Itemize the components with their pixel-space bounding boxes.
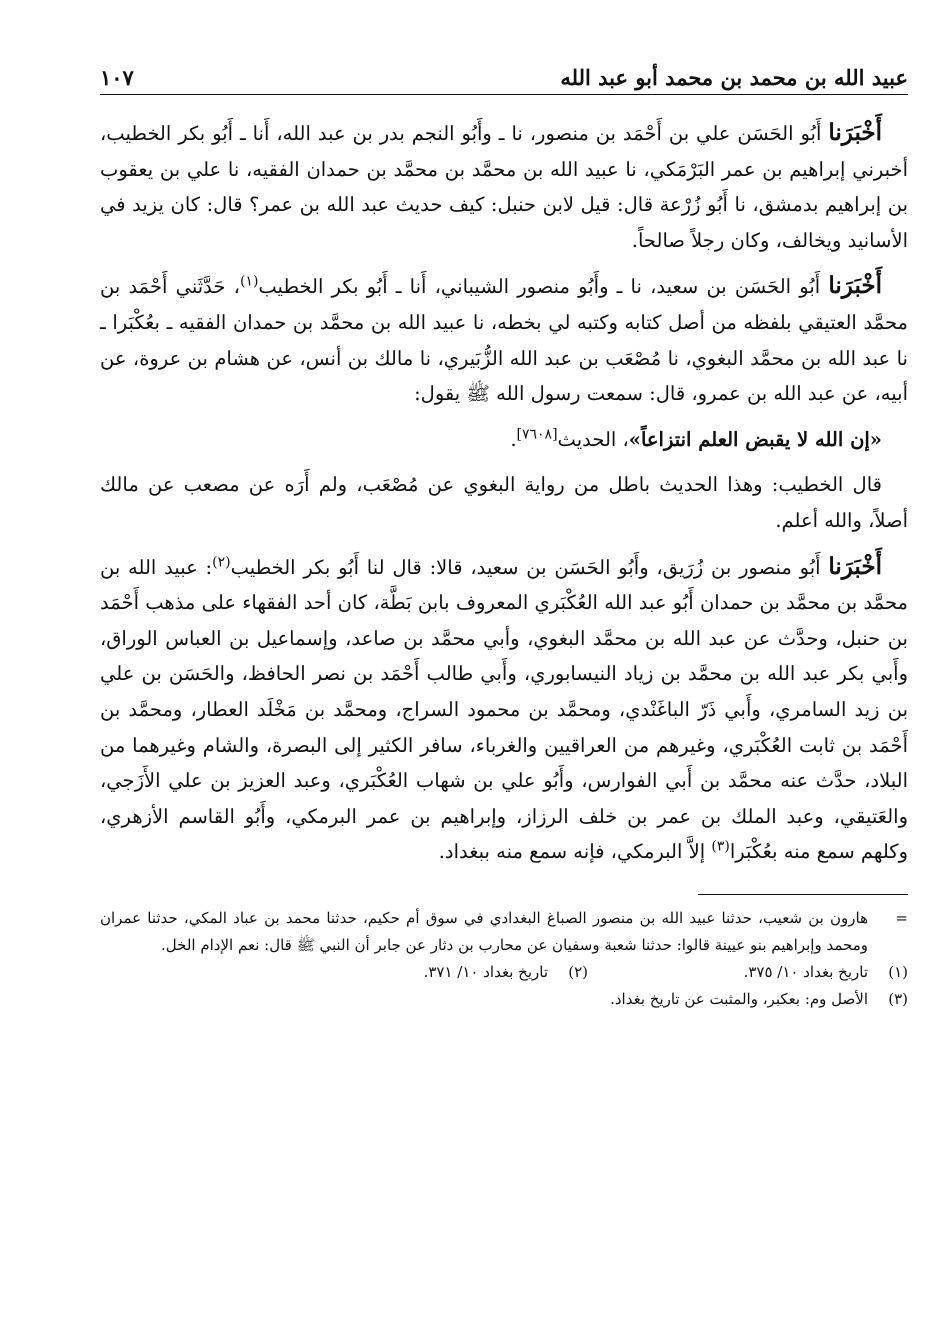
footnote-row xyxy=(100,986,908,1013)
footnote-text: الأصل وم: بعكبر، والمثبت عن تاريخ بغداد. xyxy=(610,989,868,1008)
paragraph-text: ، الحديث xyxy=(557,427,629,451)
paragraph-5 xyxy=(100,549,908,870)
hadith-number: [٧٦٠٨] xyxy=(516,426,558,443)
footnote-1 xyxy=(588,959,908,986)
footnote-text: تاريخ بغداد ١٠/ ٣٧١. xyxy=(423,962,548,981)
continuation-mark: = xyxy=(895,908,908,927)
footnote-2 xyxy=(268,959,588,986)
paragraph-3 xyxy=(100,422,908,458)
isnad-lead-word: أَخْبَرَنا xyxy=(828,119,882,146)
paragraph-end: . xyxy=(510,427,517,451)
paragraph-text: : عبيد الله بن محمَّد بن محمَّد بن حمدان أَبُو عبد الله العُكْبَري المعروف بابن بَطَّة، كان أحد الفقهاء على مذهب أَحْمَد بن حنبل، وحدَّث عن عبد الله بن محمَّد البغوي، وأبي محمَّد بن صاعد، وإسماعيل بن العباس الوراق، وأَبي بكر عبد الله بن محمَّد بن زياد النيسابوري، وأَبي طالب أَحْمَد بن نصر الحافظ، والحَسَن بن علي بن زيد السامري، وأَبي ذَرّ الباغَنْدي، ومحمَّد بن محمود السراج، ومحمَّد بن مَخْلَد العطار، ومحمَّد بن أَحْمَد بن ثابت العُكْبَري، وغيرهم من العراقيين والغرباء، سافر الكثير إلى البصرة، والشام وغيرهما من البلاد، حدَّث عنه محمَّد بن أَبي الفوارس، وأَبُو علي بن شهاب العُكْبَري، وعبد العزيز بن علي الأَزَجي، والعَتيقي، وعبد الملك بن عمر بن خلف الرزاز، وإبراهيم بن عمر البرمكي، وأَبُو القاسم الأزهري، وكلهم سمع منه بعُكْبَرا xyxy=(100,555,908,864)
paragraph-text: إلاَّ البرمكي، فإنه سمع منه ببغداد. xyxy=(438,840,712,864)
footnote-reference[interactable]: (١) xyxy=(239,273,259,290)
running-head-title: عبيد الله بن محمد بن محمد أبو عبد الله xyxy=(560,65,908,90)
footnote-number: (١) xyxy=(888,962,908,981)
isnad-lead-word: أَخْبَرَنا xyxy=(828,272,883,300)
footnote-continuation xyxy=(100,905,908,959)
header-rule xyxy=(100,94,908,95)
footnote-3 xyxy=(588,986,908,1013)
main-text xyxy=(100,115,908,870)
running-head xyxy=(100,52,908,90)
footnote-text: تاريخ بغداد ١٠/ ٣٧٥. xyxy=(743,962,868,981)
footnote-continuation-text: هارون بن شعيب، حدثنا عبيد الله بن منصور الصباغ البغدادي في سوق أم حكيم، حدثنا محمد بن عباد المكي، حدثنا عمران ومحمد وإبراهيم بنو عيينة قالوا: حدثنا شعبة وسفيان عن محارب بن دثار عن جابر أن النبي ﷺ قال: نعم الإدام الخل. xyxy=(100,908,868,954)
paragraph-4 xyxy=(100,467,908,538)
footnotes xyxy=(100,905,908,1013)
page-number: ١٠٧ xyxy=(100,65,134,90)
paragraph-text: أَبُو الحَسَن بن سعيد، نا ـ وأَبُو منصور الشيباني، أَنا ـ أَبُو بكر الخطيب xyxy=(258,275,829,299)
hadith-quote: «إن الله لا يقبض العلم انتزاعاً» xyxy=(628,427,882,451)
paragraph-text: ، حَدَّثَني أَحْمَد بن محمَّد العتيقي بلفظه من أصل كتابه وكتبه لي بخطه، نا عبيد الله بن محمَّد بن حمدان الفقيه ـ بعُكْبَرا ـ نا عبد الله بن محمَّد البغوي، نا مُصْعَب بن عبد الله الزُّبَيري، نا مالك بن أنس، عن هشام بن عروة، عن أبيه، عن عبد الله بن عمرو، قال: سمعت رسول الله ﷺ يقول: xyxy=(100,275,908,406)
paragraph-1 xyxy=(100,115,908,258)
paragraph-text: أَبُو الحَسَن علي بن أَحْمَد بن منصور، نا ـ وأَبُو النجم بدر بن عبد الله، أَنا ـ أَبُو بكر الخطيب، أخبرني إبراهيم بن عمر البَرْمَكي، نا عبيد الله بن محمَّد بن محمَّد بن حمدان الفقيه، نا علي بن يعقوب بن إبراهيم بدمشق، نا أَبُو زُرْعة قال: قيل لابن حنبل: كيف حديث عبد الله بن عمر؟ قال: كان يزيد في الأسانيد ويخالف، وكان رجلاً صالحاً. xyxy=(100,122,908,252)
paragraph-2 xyxy=(100,268,908,411)
footnote-rule xyxy=(698,894,908,895)
footnote-reference[interactable]: (٢) xyxy=(212,554,231,571)
book-page xyxy=(100,52,908,1013)
footnote-number: (٣) xyxy=(888,989,908,1008)
footnote-reference[interactable]: (٣) xyxy=(711,838,730,855)
paragraph-text: قال الخطيب: وهذا الحديث باطل من رواية البغوي عن مُصْعَب، ولم أَرَه عن مصعب عن مالك أصلاً، والله أعلم. xyxy=(100,473,908,532)
footnote-row xyxy=(100,959,908,986)
isnad-lead-word: أَخْبَرَنا xyxy=(828,552,882,580)
paragraph-text: أَبُو منصور بن زُرَيق، وأَبُو الحَسَن بن سعيد، قالا: قال لنا أَبُو بكر الخطيب xyxy=(230,555,829,579)
footnote-number: (٢) xyxy=(568,962,588,981)
